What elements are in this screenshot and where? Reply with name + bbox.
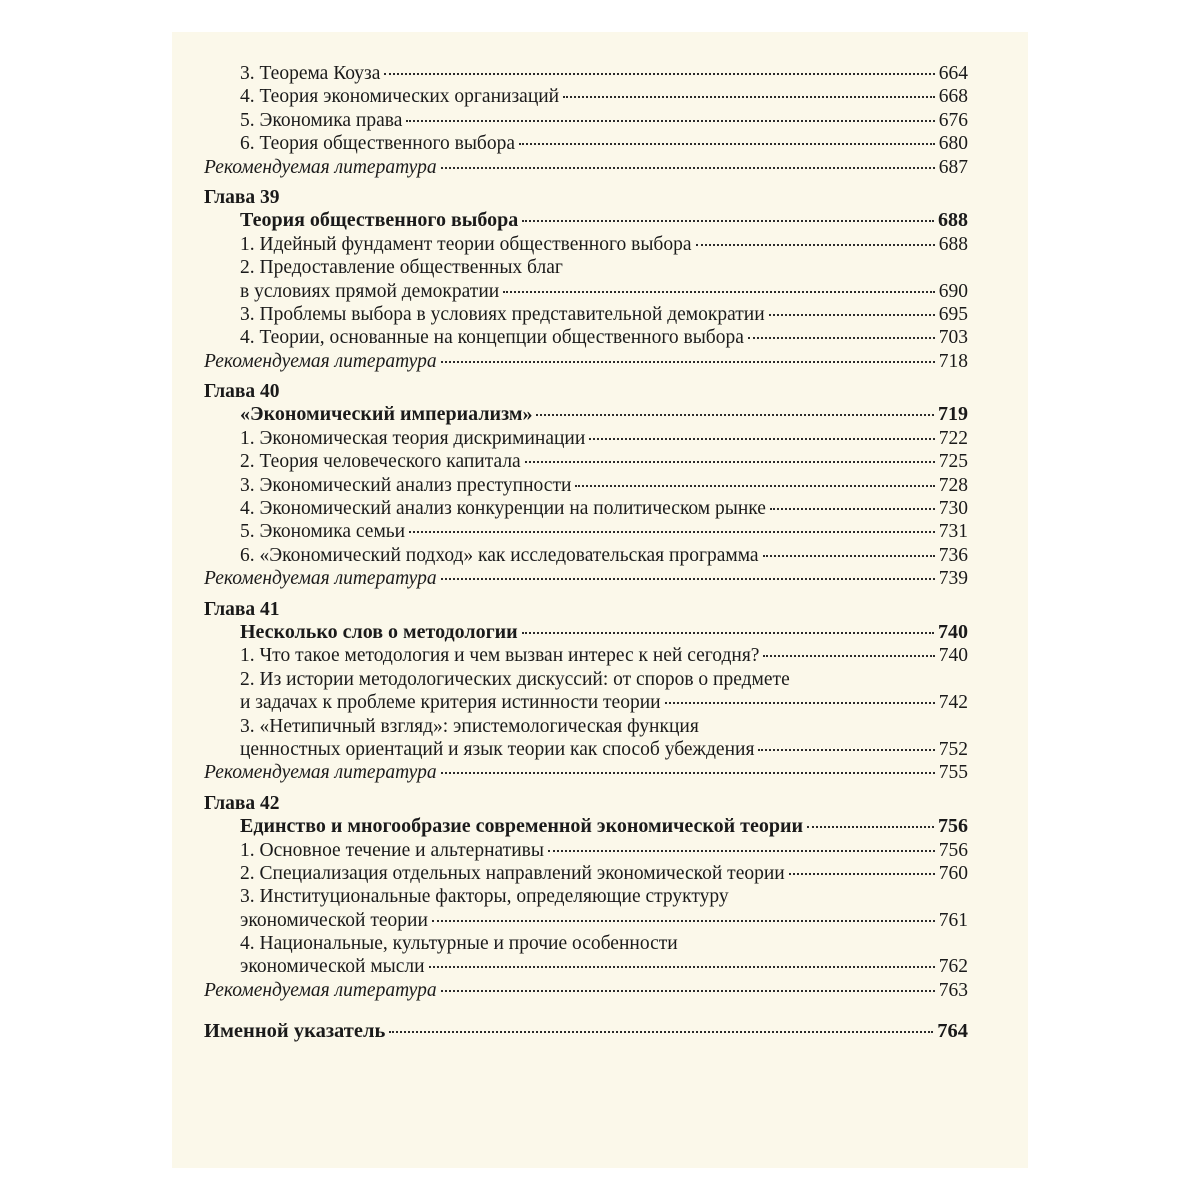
chapter-title bbox=[204, 403, 968, 426]
leader-dots bbox=[748, 337, 935, 339]
leader-dots bbox=[769, 314, 935, 316]
toc-entry bbox=[204, 303, 968, 326]
toc-entry bbox=[204, 839, 968, 862]
entry-text: Единство и многообразие современной экономической теории bbox=[240, 815, 804, 838]
page-number: 664 bbox=[938, 63, 968, 84]
page-number: 688 bbox=[938, 209, 968, 232]
entry-text: 1. Идейный фундамент теории общественного выбора bbox=[240, 233, 692, 255]
page-number: 668 bbox=[938, 86, 968, 108]
leader-dots bbox=[522, 632, 934, 634]
entry-text: 2. Теория человеческого капитала bbox=[240, 451, 521, 473]
entry-text: Именной указатель bbox=[204, 1020, 386, 1043]
page-number: 742 bbox=[938, 692, 968, 714]
toc-literature bbox=[204, 350, 968, 373]
leader-dots bbox=[789, 873, 935, 875]
entry-text: 6. «Экономический подход» как исследовательская программа bbox=[240, 544, 759, 566]
page-number: 731 bbox=[938, 521, 968, 543]
entry-text: Рекомендуемая литература bbox=[204, 979, 437, 1001]
entry-text: экономической теории bbox=[240, 909, 428, 931]
page-number: 676 bbox=[938, 109, 968, 131]
toc-entry bbox=[204, 427, 968, 450]
leader-dots bbox=[441, 578, 935, 580]
page-number: 703 bbox=[938, 327, 968, 349]
leader-dots bbox=[536, 414, 934, 416]
page-number: 719 bbox=[938, 403, 968, 426]
chapter-title bbox=[204, 815, 968, 838]
toc-literature bbox=[204, 567, 968, 590]
page-number: 722 bbox=[938, 427, 968, 449]
entry-text: Несколько слов о методологии bbox=[240, 620, 518, 643]
page-number: 695 bbox=[938, 303, 968, 325]
leader-dots bbox=[441, 361, 935, 363]
entry-text: Рекомендуемая литература bbox=[204, 350, 437, 372]
page-number: 690 bbox=[938, 280, 968, 302]
page-number: 730 bbox=[938, 498, 968, 520]
leader-dots bbox=[758, 749, 934, 751]
leader-dots bbox=[384, 73, 934, 75]
entry-text: 1. Что такое методология и чем вызван интерес к ней сегодня? bbox=[240, 645, 760, 667]
leader-dots bbox=[503, 291, 935, 293]
entry-text: 2. Предоставление общественных благ bbox=[240, 257, 563, 279]
page-number: 752 bbox=[938, 738, 968, 760]
page-number: 760 bbox=[938, 862, 968, 884]
entry-text: 3. Экономический анализ преступности bbox=[240, 474, 572, 496]
toc-entry bbox=[204, 326, 968, 349]
leader-dots bbox=[441, 990, 935, 992]
page-number: 687 bbox=[938, 156, 968, 178]
entry-text: ценностных ориентаций и язык теории как способ убеждения bbox=[240, 738, 755, 760]
page-number: 756 bbox=[938, 839, 968, 861]
page-number: 755 bbox=[938, 762, 968, 784]
leader-dots bbox=[665, 702, 935, 704]
leader-dots bbox=[389, 1031, 933, 1033]
leader-dots bbox=[696, 244, 935, 246]
table-of-contents bbox=[204, 62, 968, 1044]
toc-entry bbox=[204, 544, 968, 567]
leader-dots bbox=[770, 508, 935, 510]
page-number: 736 bbox=[938, 544, 968, 566]
toc-entry bbox=[204, 62, 968, 85]
leader-dots bbox=[548, 850, 935, 852]
page-number: 762 bbox=[938, 956, 968, 978]
leader-dots bbox=[441, 167, 935, 169]
leader-dots bbox=[432, 920, 935, 922]
entry-text: 2. Из истории методологических дискуссий: от споров о предмете bbox=[240, 668, 790, 690]
book-page bbox=[172, 32, 1028, 1168]
toc-entry bbox=[204, 109, 968, 132]
toc-entry bbox=[204, 474, 968, 497]
chapter-label: Глава 42 bbox=[204, 792, 280, 814]
toc-entry bbox=[204, 738, 968, 761]
entry-text: «Экономический империализм» bbox=[240, 403, 533, 426]
toc-entry bbox=[204, 520, 968, 543]
entry-text: 3. «Нетипичный взгляд»: эпистемологическая функция bbox=[240, 715, 699, 737]
leader-dots bbox=[575, 485, 934, 487]
chapter-label: Глава 40 bbox=[204, 381, 280, 403]
leader-dots bbox=[406, 120, 934, 122]
leader-dots bbox=[563, 96, 935, 98]
entry-text: Рекомендуемая литература bbox=[204, 568, 437, 590]
toc-literature bbox=[204, 761, 968, 784]
page-number: 740 bbox=[938, 645, 968, 667]
page-number: 763 bbox=[938, 979, 968, 1001]
page-number: 756 bbox=[938, 815, 968, 838]
entry-text: 4. Теории, основанные на концепции общественного выбора bbox=[240, 327, 744, 349]
leader-dots bbox=[763, 655, 934, 657]
leader-dots bbox=[409, 531, 935, 533]
leader-dots bbox=[589, 438, 934, 440]
toc-entry-line1 bbox=[204, 668, 968, 691]
toc-entry bbox=[204, 280, 968, 303]
entry-text: 1. Экономическая теория дискриминации bbox=[240, 427, 586, 449]
entry-text: 3. Институциональные факторы, определяющие структуру bbox=[240, 886, 729, 908]
toc-literature bbox=[204, 156, 968, 179]
page-number: 739 bbox=[938, 568, 968, 590]
entry-text: и задачах к проблеме критерия истинности теории bbox=[240, 692, 661, 714]
page-number: 740 bbox=[938, 620, 968, 643]
chapter-label: Глава 41 bbox=[204, 598, 280, 620]
leader-dots bbox=[519, 143, 935, 145]
entry-text: 5. Экономика права bbox=[240, 109, 403, 131]
page-number: 764 bbox=[937, 1020, 968, 1043]
page-number: 718 bbox=[938, 350, 968, 372]
toc-entry bbox=[204, 85, 968, 108]
toc-entry bbox=[204, 233, 968, 256]
page-number: 688 bbox=[938, 233, 968, 255]
chapter-title bbox=[204, 209, 968, 232]
entry-text: 4. Теория экономических организаций bbox=[240, 86, 560, 108]
toc-entry bbox=[204, 862, 968, 885]
leader-dots bbox=[807, 826, 934, 828]
toc-entry-line1 bbox=[204, 932, 968, 955]
entry-text: 6. Теория общественного выбора bbox=[240, 133, 515, 155]
entry-text: Рекомендуемая литература bbox=[204, 762, 437, 784]
chapter-title bbox=[204, 621, 968, 644]
leader-dots bbox=[429, 966, 935, 968]
entry-text: экономической мысли bbox=[240, 956, 425, 978]
toc-entry bbox=[204, 132, 968, 155]
entry-text: 1. Основное течение и альтернативы bbox=[240, 839, 544, 861]
page-number: 761 bbox=[938, 909, 968, 931]
toc-entry bbox=[204, 691, 968, 714]
toc-entry bbox=[204, 497, 968, 520]
entry-text: 5. Экономика семьи bbox=[240, 521, 406, 543]
page-number: 728 bbox=[938, 474, 968, 496]
toc-entry-line1 bbox=[204, 256, 968, 279]
page-number: 725 bbox=[938, 451, 968, 473]
index-entry bbox=[204, 1020, 968, 1043]
entry-text: в условиях прямой демократии bbox=[240, 280, 500, 302]
toc-entry-line1 bbox=[204, 715, 968, 738]
toc-entry-line1 bbox=[204, 885, 968, 908]
entry-text: 3. Теорема Коуза bbox=[240, 63, 381, 84]
chapter-label: Глава 39 bbox=[204, 186, 280, 208]
entry-text: 4. Экономический анализ конкуренции на политическом рынке bbox=[240, 498, 766, 520]
entry-text: Теория общественного выбора bbox=[240, 209, 519, 232]
leader-dots bbox=[763, 555, 935, 557]
toc-literature bbox=[204, 979, 968, 1002]
entry-text: 3. Проблемы выбора в условиях представительной демократии bbox=[240, 303, 765, 325]
entry-text: Рекомендуемая литература bbox=[204, 156, 437, 178]
leader-dots bbox=[525, 461, 935, 463]
toc-entry bbox=[204, 644, 968, 667]
leader-dots bbox=[522, 220, 934, 222]
toc-entry bbox=[204, 909, 968, 932]
toc-entry bbox=[204, 450, 968, 473]
leader-dots bbox=[441, 772, 935, 774]
toc-entry bbox=[204, 955, 968, 978]
page-number: 680 bbox=[938, 133, 968, 155]
entry-text: 2. Специализация отдельных направлений экономической теории bbox=[240, 862, 785, 884]
entry-text: 4. Национальные, культурные и прочие особенности bbox=[240, 933, 678, 955]
